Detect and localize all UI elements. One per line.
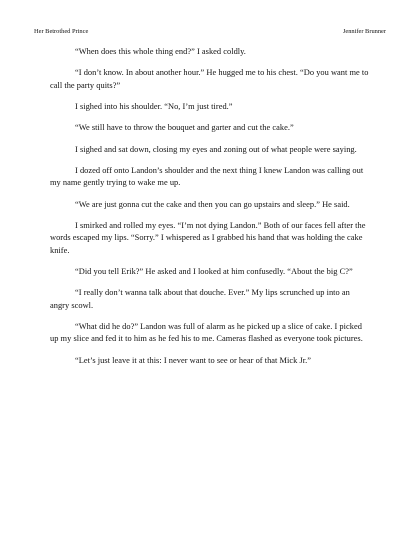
- paragraph-7: “We are just gonna cut the cake and then you can go upstairs and sleep.” He said.: [75, 199, 350, 209]
- paragraph-4: “We still have to throw the bouquet and garter and cut the cake.”: [75, 123, 294, 133]
- paragraph-6: I dozed off onto Landon’s shoulder and the next thing I knew Landon was calling out my name gently trying to wake me up.: [50, 166, 364, 188]
- paragraph-5: I sighed and sat down, closing my eyes and zoning out of what people were saying.: [75, 144, 357, 154]
- paragraph-1: “When does this whole thing end?” I asked coldly.: [75, 47, 246, 56]
- paragraph-10: “I really don’t wanna talk about that douche. Ever.” My lips scrunched up into an angry scowl.: [50, 288, 350, 310]
- paragraph-12: “Let’s just leave it at this: I never want to see or hear of that Mick Jr.”: [75, 355, 311, 365]
- page-header: [34, 26, 386, 38]
- paragraph-8: I smirked and rolled my eyes. “I’m not dying Landon.” Both of our faces fell after the words escaped my lips. “Sorry.” I whispered as I grabbed his hand that was holding the cake knife.: [50, 221, 366, 255]
- paragraph-2: “I don’t know. In about another hour.” He hugged me to his chest. “Do you want me to call the party quits?”: [50, 68, 369, 90]
- paragraph-9: “Did you tell Erik?” He asked and I looked at him confusedly. “About the big C?”: [75, 266, 353, 276]
- paragraph-3: I sighed into his shoulder. “No, I’m just tired.”: [75, 101, 233, 111]
- header-book-title: Her Betrothed Prince: [34, 28, 89, 35]
- header-author: Jennifer Brunner: [342, 28, 386, 35]
- page-body: [50, 46, 370, 376]
- paragraph-11: “What did he do?” Landon was full of alarm as he picked up a slice of cake. I picked up my slice and fed it to him as he fed his to me. Cameras flashed as everyone took pictures.: [50, 321, 363, 344]
